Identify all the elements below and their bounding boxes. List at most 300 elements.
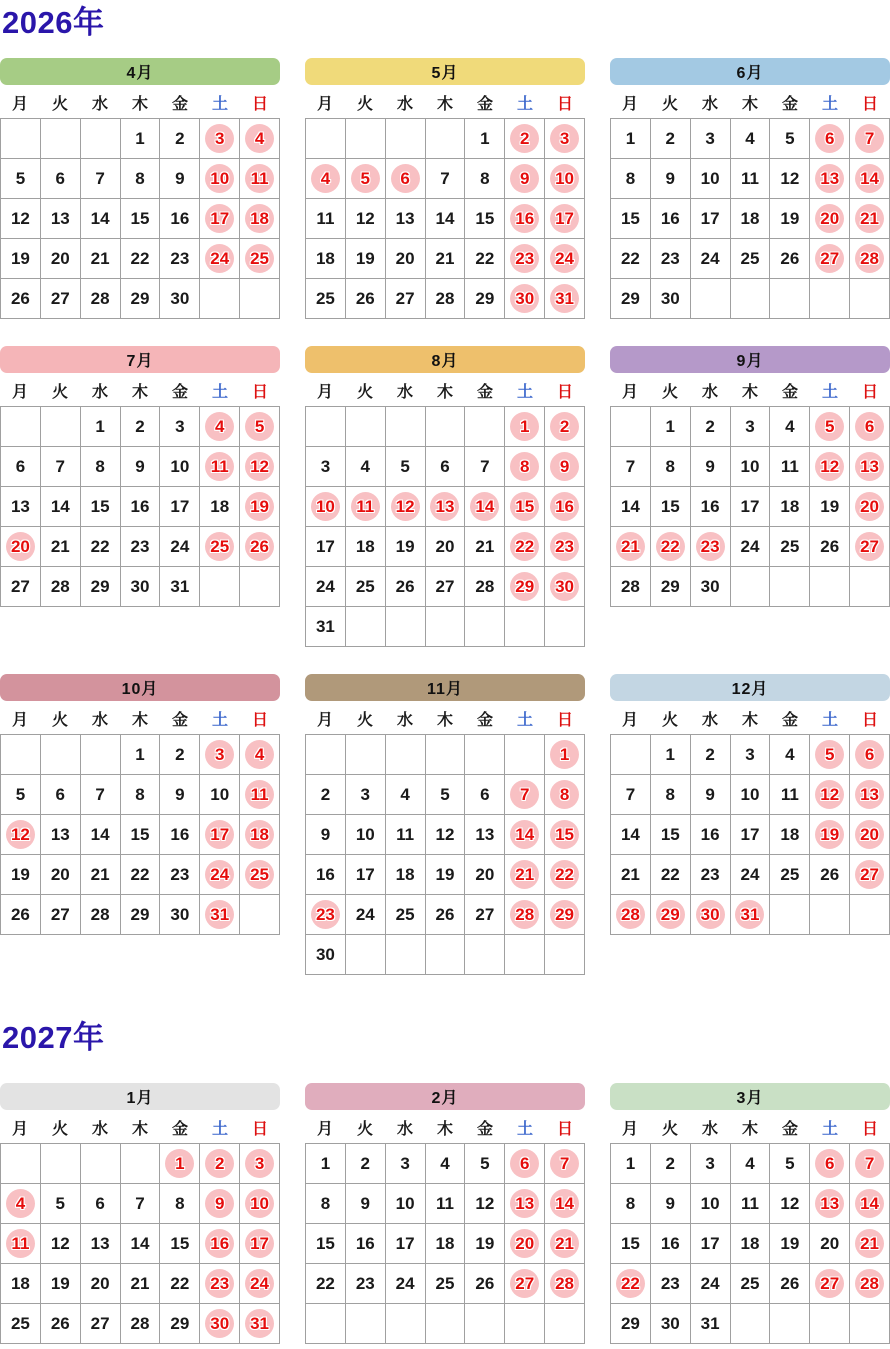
day-cell (505, 895, 545, 935)
day-number: 31 (170, 577, 190, 596)
day-cell (505, 1184, 545, 1224)
day-cell (545, 279, 585, 319)
day-cell (1, 119, 41, 159)
day-cell (545, 935, 585, 975)
day-cell (386, 1304, 426, 1344)
day-cell (426, 487, 466, 527)
day-cell (306, 1144, 346, 1184)
day-cell (810, 1264, 850, 1304)
day-number: 23 (170, 865, 190, 884)
day-cell (200, 239, 240, 279)
day-cell (810, 199, 850, 239)
day-cell (651, 159, 691, 199)
holiday-day-number: 23 (696, 532, 725, 561)
day-number: 25 (435, 1274, 455, 1293)
day-cell (240, 567, 280, 607)
day-number: 27 (10, 577, 30, 596)
day-cell (306, 159, 346, 199)
day-cell (651, 407, 691, 447)
day-cell (545, 735, 585, 775)
day-number: 8 (665, 457, 675, 476)
day-number: 14 (435, 209, 455, 228)
day-cell (691, 239, 731, 279)
day-number: 4 (440, 1154, 450, 1173)
holiday-day-number: 23 (550, 532, 579, 561)
day-cell (651, 1224, 691, 1264)
day-number: 27 (50, 289, 70, 308)
day-number: 7 (625, 785, 636, 804)
weekday-label: 日 (251, 383, 268, 401)
weekday-label: 火 (51, 95, 68, 113)
day-cell (306, 279, 346, 319)
holiday-day-number: 21 (510, 860, 539, 889)
day-cell (121, 1224, 161, 1264)
holiday-day-number: 12 (391, 492, 420, 521)
day-number: 21 (90, 249, 110, 268)
day-cell (770, 567, 810, 607)
day-number: 26 (355, 289, 375, 308)
day-cell (240, 119, 280, 159)
holiday-day-number: 6 (815, 1149, 844, 1178)
day-cell (611, 159, 651, 199)
day-cell (426, 567, 466, 607)
day-cell (850, 1184, 890, 1224)
day-number: 26 (780, 249, 800, 268)
day-cell (691, 775, 731, 815)
day-number: 1 (135, 745, 145, 764)
day-cell (810, 487, 850, 527)
day-cell (240, 279, 280, 319)
day-number: 8 (625, 169, 636, 188)
day-number: 5 (55, 1194, 65, 1213)
holiday-day-number: 18 (245, 820, 274, 849)
day-number: 20 (50, 865, 70, 884)
holiday-day-number: 2 (510, 124, 539, 153)
day-number: 27 (395, 289, 415, 308)
day-cell (545, 1224, 585, 1264)
day-cell (770, 199, 810, 239)
day-number: 13 (90, 1234, 110, 1253)
day-number: 21 (435, 249, 455, 268)
day-number: 18 (740, 209, 760, 228)
weekday-label: 月 (316, 711, 333, 729)
day-grid (610, 118, 890, 319)
day-number: 26 (820, 537, 840, 556)
day-cell (651, 1184, 691, 1224)
month-calendar (610, 674, 890, 935)
holiday-day-number: 30 (205, 1309, 234, 1338)
day-number: 6 (55, 169, 65, 188)
holiday-day-number: 23 (205, 1269, 234, 1298)
day-cell (505, 119, 545, 159)
month-header (305, 346, 585, 373)
month-calendar (305, 58, 585, 319)
day-number: 10 (700, 169, 720, 188)
day-cell (651, 775, 691, 815)
day-cell (731, 775, 771, 815)
day-number: 30 (170, 289, 190, 308)
day-cell (160, 1264, 200, 1304)
weekday-label: 月 (621, 1120, 638, 1138)
weekday-label: 木 (131, 383, 148, 401)
holiday-day-number: 14 (470, 492, 499, 521)
holiday-day-number: 9 (205, 1189, 234, 1218)
day-cell (81, 527, 121, 567)
holiday-day-number: 10 (205, 164, 234, 193)
day-cell (651, 487, 691, 527)
day-cell (611, 407, 651, 447)
day-cell (770, 279, 810, 319)
day-number: 24 (700, 249, 720, 268)
day-cell (611, 199, 651, 239)
day-cell (306, 607, 346, 647)
month-header (610, 1083, 890, 1110)
day-number: 21 (620, 865, 640, 884)
day-cell (850, 487, 890, 527)
month-name: 12月 (731, 681, 769, 698)
day-cell (465, 279, 505, 319)
day-number: 24 (740, 865, 760, 884)
day-number: 3 (705, 1154, 715, 1173)
day-cell (770, 815, 810, 855)
weekday-label: 水 (396, 1120, 413, 1138)
day-cell (611, 775, 651, 815)
day-cell (121, 815, 161, 855)
holiday-day-number: 17 (205, 820, 234, 849)
holiday-day-number: 12 (245, 452, 274, 481)
day-cell (731, 159, 771, 199)
day-number: 12 (780, 169, 800, 188)
day-number: 7 (480, 457, 490, 476)
day-cell (651, 815, 691, 855)
weekday-label: 火 (356, 95, 373, 113)
day-number: 6 (55, 785, 65, 804)
day-number: 8 (135, 785, 145, 804)
day-cell (346, 1264, 386, 1304)
day-number: 5 (785, 1154, 795, 1173)
day-cell (651, 279, 691, 319)
day-cell (386, 895, 426, 935)
day-cell (810, 279, 850, 319)
day-number: 23 (660, 249, 680, 268)
day-cell (850, 527, 890, 567)
day-number: 14 (130, 1234, 150, 1253)
day-cell (346, 735, 386, 775)
day-cell (545, 815, 585, 855)
months-grid-2026 (0, 58, 890, 975)
holiday-day-number: 27 (855, 532, 884, 561)
day-cell (306, 1264, 346, 1304)
day-cell (850, 1144, 890, 1184)
holiday-day-number: 3 (550, 124, 579, 153)
day-cell (160, 735, 200, 775)
holiday-day-number: 31 (205, 900, 234, 929)
day-number: 13 (50, 825, 70, 844)
holiday-day-number: 6 (510, 1149, 539, 1178)
day-cell (41, 279, 81, 319)
holiday-day-number: 6 (855, 412, 884, 441)
day-number: 8 (320, 1194, 331, 1213)
day-cell (770, 119, 810, 159)
day-number: 24 (355, 905, 375, 924)
day-cell (850, 855, 890, 895)
day-cell (1, 527, 41, 567)
day-cell (611, 527, 651, 567)
holiday-day-number: 7 (510, 780, 539, 809)
weekday-label: 月 (316, 383, 333, 401)
day-cell (121, 279, 161, 319)
weekday-label: 金 (476, 1120, 493, 1138)
day-cell (81, 239, 121, 279)
weekday-label: 火 (51, 711, 68, 729)
day-number: 9 (360, 1194, 370, 1213)
day-cell (545, 239, 585, 279)
day-cell (505, 607, 545, 647)
day-cell (850, 895, 890, 935)
day-number: 15 (475, 209, 495, 228)
weekday-label: 木 (131, 95, 148, 113)
day-cell (545, 527, 585, 567)
day-number: 13 (395, 209, 415, 228)
holiday-day-number: 4 (6, 1189, 35, 1218)
day-cell (121, 159, 161, 199)
day-number: 7 (95, 169, 105, 188)
month-calendar (305, 1083, 585, 1344)
day-number: 22 (130, 249, 150, 268)
day-cell (200, 567, 240, 607)
day-cell (240, 487, 280, 527)
day-number: 5 (480, 1154, 490, 1173)
day-number: 29 (90, 577, 110, 596)
day-cell (200, 1144, 240, 1184)
day-cell (691, 527, 731, 567)
day-number: 4 (400, 785, 410, 804)
weekday-label: 日 (556, 383, 573, 401)
holiday-day-number: 10 (311, 492, 340, 521)
day-number: 17 (315, 537, 335, 556)
day-number: 17 (740, 825, 760, 844)
day-cell (81, 447, 121, 487)
weekday-label: 土 (516, 1120, 533, 1138)
day-cell (731, 895, 771, 935)
holiday-day-number: 7 (855, 124, 884, 153)
day-cell (200, 279, 240, 319)
day-cell (426, 1304, 466, 1344)
day-cell (770, 1184, 810, 1224)
month-name: 8月 (431, 353, 459, 370)
weekday-label: 火 (356, 383, 373, 401)
day-number: 17 (700, 209, 720, 228)
day-number: 11 (780, 457, 799, 476)
weekday-label: 土 (821, 95, 838, 113)
day-cell (505, 855, 545, 895)
day-cell (41, 447, 81, 487)
day-number: 19 (10, 249, 30, 268)
weekday-row (305, 374, 585, 406)
holiday-day-number: 4 (311, 164, 340, 193)
day-cell (850, 775, 890, 815)
day-cell (1, 407, 41, 447)
day-cell (731, 407, 771, 447)
day-number: 16 (130, 497, 150, 516)
day-number: 7 (135, 1194, 145, 1213)
day-number: 26 (780, 1274, 800, 1293)
weekday-label: 月 (11, 711, 28, 729)
day-number: 12 (355, 209, 375, 228)
day-cell (850, 239, 890, 279)
month-header (0, 346, 280, 373)
day-cell (505, 735, 545, 775)
day-number: 25 (740, 249, 760, 268)
holiday-day-number: 23 (510, 244, 539, 273)
month-header (0, 58, 280, 85)
day-cell (306, 1224, 346, 1264)
day-number: 5 (400, 457, 410, 476)
day-cell (505, 527, 545, 567)
day-grid (610, 734, 890, 935)
day-cell (426, 735, 466, 775)
day-cell (160, 775, 200, 815)
day-cell (306, 815, 346, 855)
day-number: 29 (475, 289, 495, 308)
day-number: 24 (170, 537, 190, 556)
day-cell (731, 1144, 771, 1184)
day-cell (41, 1144, 81, 1184)
day-cell (386, 607, 426, 647)
year-section-2026 (0, 5, 890, 975)
day-cell (121, 447, 161, 487)
month-calendar (610, 346, 890, 607)
day-cell (770, 527, 810, 567)
holiday-day-number: 11 (351, 492, 380, 521)
day-number: 15 (170, 1234, 190, 1253)
day-cell (346, 199, 386, 239)
day-number: 18 (435, 1234, 455, 1253)
day-cell (465, 447, 505, 487)
day-number: 16 (170, 825, 190, 844)
day-grid (0, 734, 280, 935)
day-cell (346, 239, 386, 279)
day-cell (810, 159, 850, 199)
holiday-day-number: 20 (815, 204, 844, 233)
day-cell (691, 815, 731, 855)
day-cell (731, 735, 771, 775)
day-cell (505, 159, 545, 199)
day-number: 4 (360, 457, 370, 476)
day-number: 1 (480, 129, 490, 148)
day-cell (386, 567, 426, 607)
holiday-day-number: 8 (550, 780, 579, 809)
day-cell (386, 1224, 426, 1264)
weekday-row (610, 374, 890, 406)
holiday-day-number: 6 (391, 164, 420, 193)
day-cell (651, 527, 691, 567)
day-cell (611, 1304, 651, 1344)
holiday-day-number: 28 (855, 244, 884, 273)
day-number: 21 (475, 537, 495, 556)
day-cell (1, 487, 41, 527)
day-cell (1, 1264, 41, 1304)
day-number: 19 (780, 209, 800, 228)
month-name: 7月 (126, 353, 154, 370)
day-number: 30 (130, 577, 150, 596)
day-cell (160, 487, 200, 527)
weekday-label: 水 (91, 95, 108, 113)
weekday-label: 日 (251, 711, 268, 729)
day-cell (850, 407, 890, 447)
day-cell (731, 1184, 771, 1224)
day-number: 9 (665, 169, 675, 188)
holiday-day-number: 4 (245, 124, 274, 153)
day-cell (41, 775, 81, 815)
weekday-label: 金 (476, 95, 493, 113)
day-cell (465, 607, 505, 647)
day-number: 16 (660, 1234, 680, 1253)
day-number: 29 (170, 1314, 190, 1333)
day-cell (505, 407, 545, 447)
weekday-label: 火 (661, 383, 678, 401)
day-number: 8 (135, 169, 145, 188)
day-cell (731, 1224, 771, 1264)
day-number: 26 (395, 577, 415, 596)
day-number: 14 (90, 825, 110, 844)
holiday-day-number: 24 (245, 1269, 274, 1298)
day-cell (465, 567, 505, 607)
weekday-label: 月 (11, 383, 28, 401)
day-cell (81, 775, 121, 815)
day-number: 29 (660, 577, 680, 596)
month-name: 6月 (736, 65, 764, 82)
weekday-row (305, 86, 585, 118)
day-cell (850, 1264, 890, 1304)
day-cell (1, 1304, 41, 1344)
holiday-day-number: 10 (550, 164, 579, 193)
day-cell (200, 735, 240, 775)
day-cell (121, 487, 161, 527)
day-cell (545, 1144, 585, 1184)
day-number: 4 (745, 1154, 755, 1173)
day-cell (611, 1224, 651, 1264)
day-cell (81, 1184, 121, 1224)
day-cell (160, 567, 200, 607)
day-cell (306, 487, 346, 527)
day-cell (651, 119, 691, 159)
day-number: 11 (741, 1194, 759, 1213)
day-number: 2 (175, 129, 185, 148)
weekday-label: 金 (476, 711, 493, 729)
day-cell (545, 487, 585, 527)
day-number: 19 (355, 249, 375, 268)
day-cell (200, 1264, 240, 1304)
weekday-row (0, 1111, 280, 1143)
holiday-day-number: 5 (815, 412, 844, 441)
month-name: 9月 (736, 353, 764, 370)
day-number: 14 (90, 209, 110, 228)
day-number: 7 (55, 457, 65, 476)
day-cell (545, 159, 585, 199)
holiday-day-number: 11 (245, 164, 274, 193)
day-cell (41, 527, 81, 567)
holiday-day-number: 12 (815, 452, 844, 481)
day-cell (810, 407, 850, 447)
day-cell (770, 407, 810, 447)
holiday-day-number: 20 (855, 820, 884, 849)
holiday-day-number: 30 (550, 572, 579, 601)
month-header (610, 346, 890, 373)
day-cell (306, 567, 346, 607)
day-cell (611, 239, 651, 279)
day-cell (41, 567, 81, 607)
